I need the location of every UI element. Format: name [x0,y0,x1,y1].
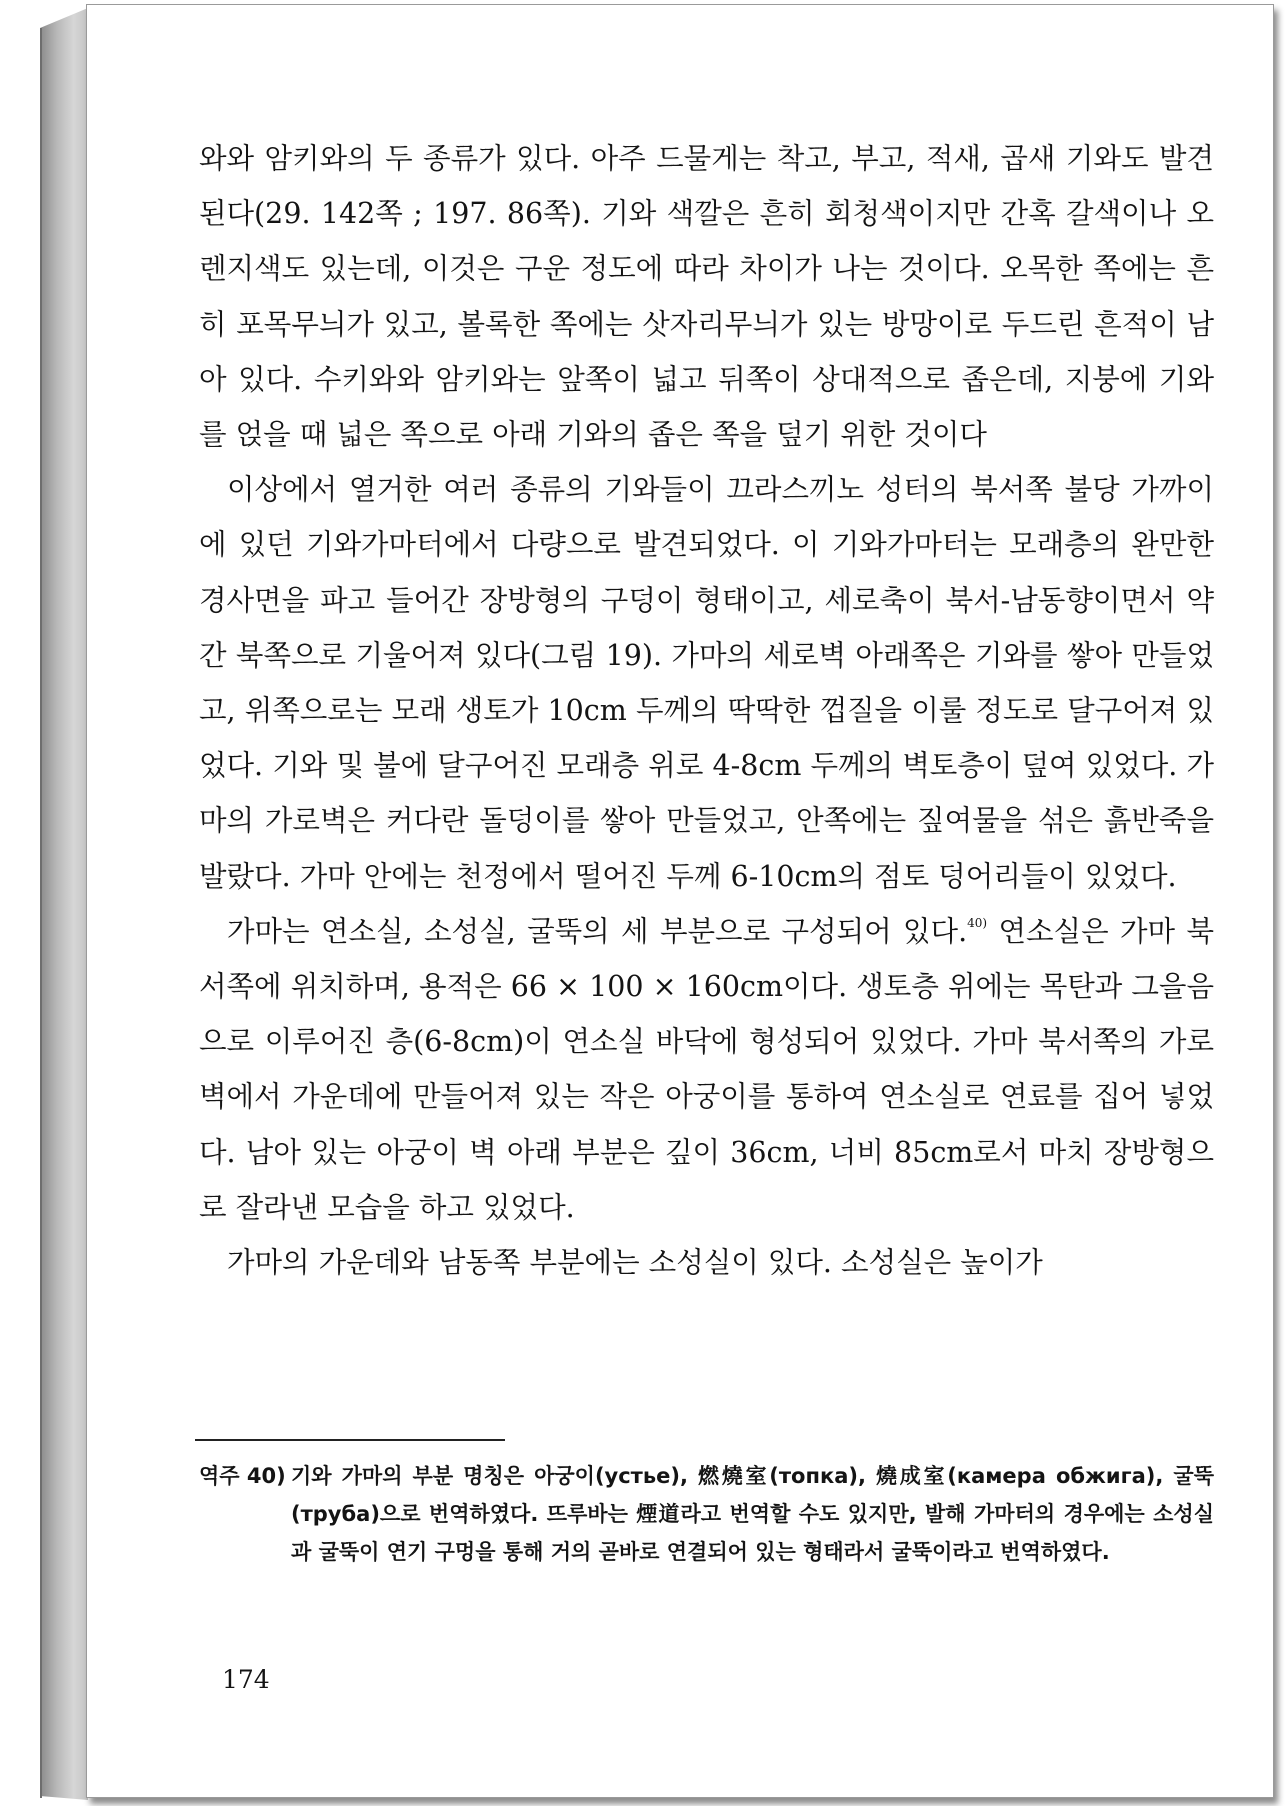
footnote [199,1457,1214,1571]
footnote-divider [195,1439,505,1441]
book-spine-edge [40,8,88,1800]
paragraph-3-rest: 연소실은 가마 북서쪽에 위치하며, 용적은 66 × 100 × 160cm이다. 생토층 위에는 목탄과 그을음으로 이루어진 층(6-8cm)이 연소실 바닥에 형성되어 있었다. 가마 북서쪽의 가로벽에서 가운데에 만들어져 있는 작은 아궁이를 통하여 연소실로 연료를 집어 넣었다. 남아 있는 아궁이 벽 아래 부분은 깊이 36cm, 너비 85cm로서 마치 장방형으로 잘라낸 모습을 하고 있었다. [199,914,1214,1224]
book-page [86,4,1274,1798]
page-number: 174 [222,1665,270,1694]
paragraph-2: 이상에서 열거한 여러 종류의 기와들이 끄라스끼노 성터의 북서쪽 불당 가까이에 있던 기와가마터에서 다량으로 발견되었다. 이 기와가마터는 모래층의 완만한 경사면을 파고 들어간 장방형의 구덩이 형태이고, 세로축이 북서-남동향이면서 약간 북쪽으로 기울어져 있다(그림 19). 가마의 세로벽 아래쪽은 기와를 쌓아 만들었고, 위쪽으로는 모래 생토가 10cm 두께의 딱딱한 껍질을 이룰 정도로 달구어져 있었다. 기와 및 불에 달구어진 모래층 위로 4-8cm 두께의 벽토층이 덮여 있었다. 가마의 가로벽은 커다란 돌덩이를 쌓아 만들었고, 안쪽에는 짚여물을 섞은 흙반죽을 발랐다. 가마 안에는 천정에서 떨어진 두께 6-10cm의 점토 덩어리들이 있었다. [199,473,1214,893]
paragraph-3-start: 가마는 연소실, 소성실, 굴뚝의 세 부분으로 구성되어 있다. [227,914,968,948]
paragraph-4: 가마의 가운데와 남동쪽 부분에는 소성실이 있다. 소성실은 높이가 [227,1246,1043,1280]
footnote-text: 기와 가마의 부분 명칭은 아궁이(устье), 燃燒室(топка), 燒成室(камера обжига), 굴뚝(труба)으로 번역하였다. 뜨루바는 煙道라고 번역할 수도 있지만, 발해 가마터의 경우에는 소성실과 굴뚝이 연기 구멍을 통해 거의 곧바로 연결되어 있는 형태라서 굴뚝이라고 번역하였다. [291,1464,1214,1564]
paragraph-3 [199,904,1214,1235]
book-spine-line [40,28,42,1798]
body-text [199,131,1214,1290]
footnote-label: 역주 40) [199,1464,286,1488]
paragraph-1: 와와 암키와의 두 종류가 있다. 아주 드물게는 착고, 부고, 적새, 곱새 기와도 발견된다(29. 142쪽 ; 197. 86쪽). 기와 색깔은 흔히 회청색이지만 간혹 갈색이나 오렌지색도 있는데, 이것은 구운 정도에 따라 차이가 나는 것이다. 오목한 쪽에는 흔히 포목무늬가 있고, 볼록한 쪽에는 삿자리무늬가 있는 방망이로 두드린 흔적이 남아 있다. 수키와와 암키와는 앞쪽이 넓고 뒤쪽이 상대적으로 좁은데, 지붕에 기와를 얹을 때 넓은 쪽으로 아래 기와의 좁은 쪽을 덮기 위한 것이다 [199,142,1214,452]
footnote-reference[interactable]: 40) [967,915,988,930]
